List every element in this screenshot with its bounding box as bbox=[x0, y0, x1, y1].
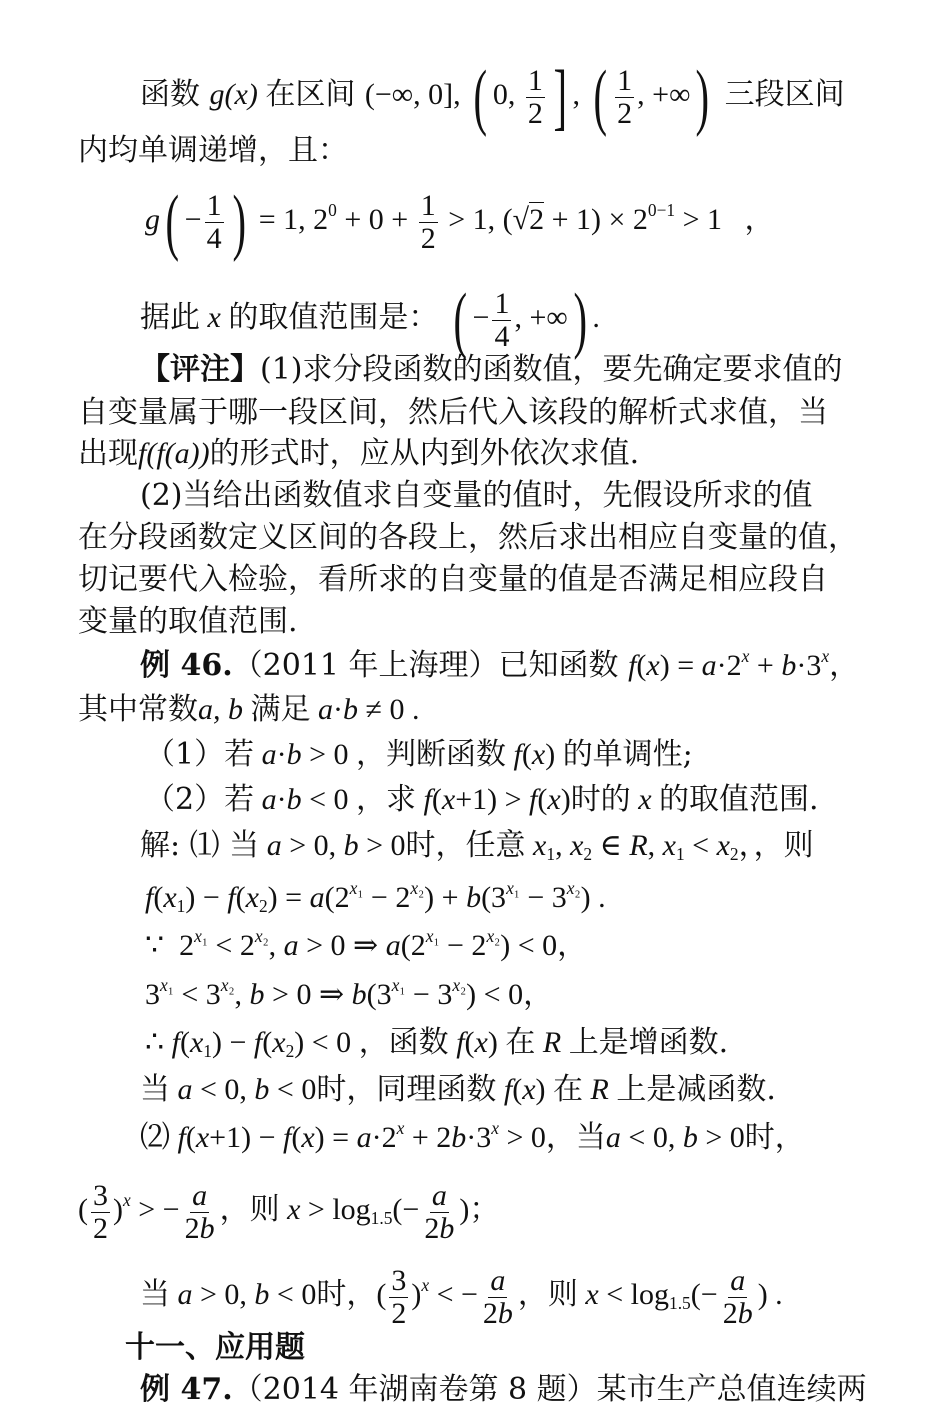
text: ，判断函数 bbox=[356, 737, 507, 772]
math: a·b > 0 bbox=[261, 738, 357, 771]
text-line-5 bbox=[140, 352, 843, 388]
math: f(f(a)) bbox=[138, 437, 210, 470]
text: 在 bbox=[505, 1025, 536, 1060]
text: （2011 年上海理）已知函数 bbox=[232, 648, 619, 683]
math: f(x) bbox=[456, 1026, 506, 1059]
text: 满足 bbox=[250, 692, 311, 727]
math: f(x) bbox=[513, 738, 563, 771]
math: a < 0, b < 0 bbox=[177, 1073, 317, 1106]
math: x bbox=[200, 300, 229, 334]
text: ，当 bbox=[545, 1120, 606, 1155]
math: a·b ≠ 0 . bbox=[318, 693, 420, 726]
text-line-10: 切记要代入检验，看所求的自变量的值是否满足相应段自 bbox=[78, 562, 828, 597]
text: ，求 bbox=[356, 782, 417, 817]
text: 的形式时，应从内到外依次求值. bbox=[209, 436, 640, 471]
text-line-1 bbox=[140, 56, 845, 138]
text: ，则 bbox=[517, 1276, 578, 1312]
math-line-18: ∵ $2^{x_1} < 2^{x_2}$, a > 0 ⇒ $a(2^{x_1} - 2^{x_2}) < 0$， bbox=[145, 925, 588, 962]
text: 当 bbox=[140, 1276, 170, 1312]
text: （2）若 bbox=[145, 782, 255, 817]
math: ( $\frac{3}{2}$ )$^x$ > − $\frac{a}{2b}$ bbox=[78, 1179, 215, 1245]
math: x bbox=[630, 783, 660, 816]
text-line-8: (2)当给出函数值求自变量的值时，先假设所求的值 bbox=[140, 478, 813, 513]
math: $x_1$, $x_2$ ∈ R, $x_1 < x_2$， bbox=[533, 829, 754, 865]
text: 时，任意 bbox=[405, 828, 526, 863]
text: (1)求分段函数的函数值，要先确定要求值的 bbox=[260, 352, 843, 387]
text: ， bbox=[523, 978, 554, 1011]
text: 出现 bbox=[78, 436, 138, 471]
text-line-2: 内均单调递增，且： bbox=[78, 133, 348, 168]
text: ，则 bbox=[753, 828, 814, 863]
text-line-12 bbox=[140, 645, 860, 684]
example-label: 例 46. bbox=[140, 648, 233, 683]
math: ( $\frac{3}{2}$ )$^x$ < − $\frac{a}{2b}$ bbox=[376, 1264, 513, 1330]
math-line-19: $3^{x_1} < 3^{x_2}$, b > 0 ⇒ $b(3^{x_1} - 3^{x_2}) < 0$， bbox=[145, 974, 554, 1011]
text: 三段区间 bbox=[724, 76, 845, 112]
math: $f(x+1) - f(x) = a\cdot 2^x + 2b\cdot 3^x > 0$ bbox=[177, 1117, 546, 1154]
math: $f(x) = a\cdot 2^x + b\cdot 3^x$， bbox=[628, 645, 860, 682]
text: 当 bbox=[140, 1072, 170, 1107]
math: f(x) bbox=[503, 1073, 554, 1106]
text: 的取值范围是： bbox=[228, 299, 439, 335]
text: 上是减函数. bbox=[616, 1072, 776, 1107]
text: ，函数 bbox=[358, 1025, 449, 1060]
text-line-25 bbox=[140, 1265, 783, 1329]
math: $x > \log_{1.5}(-$ $\frac{a}{2b}$ )； bbox=[287, 1179, 500, 1245]
text: 时， bbox=[316, 1276, 377, 1312]
text: 的单调性; bbox=[562, 737, 693, 772]
section-heading: 十一、应用题 bbox=[125, 1330, 305, 1365]
text-line-23 bbox=[140, 1117, 805, 1156]
math: a, b bbox=[198, 693, 251, 726]
text: 在 bbox=[553, 1072, 584, 1107]
text-line-4 bbox=[140, 279, 600, 361]
text: 在区间 bbox=[265, 76, 356, 112]
math: a > 0, b > 0 bbox=[266, 829, 406, 862]
math: ∴ $f(x_1) - f(x_2) < 0$ bbox=[145, 1026, 359, 1062]
text-line-22 bbox=[140, 1072, 776, 1108]
math-line-3: g( − $\frac{1}{4}$ ) = 1, $2^0 + 0$ + $\frac{1}{2}$ > 1, $(√2 + 1) \times 2^{0-1} > 1$ ， bbox=[145, 181, 775, 263]
text-line-9: 在分段函数定义区间的各段上，然后求出相应自变量的值， bbox=[78, 520, 858, 555]
text: 时，同理函数 bbox=[316, 1072, 497, 1107]
text-line-6: 自变量属于哪一段区间，然后代入该段的解析式求值，当 bbox=[78, 395, 828, 430]
text: （2014 年湖南卷第 8 题）某市生产总值连续两 bbox=[232, 1372, 867, 1407]
text-line-15 bbox=[145, 782, 819, 818]
example-label: 例 47. bbox=[140, 1372, 233, 1407]
text: 其中常数 bbox=[78, 692, 198, 727]
math: (−∞, 0], ( 0, $\frac{1}{2}$ ] , ( $\frac{1}{2}$ , +∞) bbox=[364, 56, 710, 138]
text: 解: ⑴ 当 bbox=[140, 828, 260, 863]
math-line-17: $f(x_1) - f(x_2) = a(2^{x_1} - 2^{x_2}) + b(3^{x_1} - 3^{x_2})$ . bbox=[145, 877, 606, 917]
text-line-24 bbox=[78, 1180, 499, 1244]
text: 时， bbox=[744, 1120, 805, 1155]
math: R bbox=[535, 1026, 569, 1059]
text: 时的 bbox=[570, 782, 631, 817]
text-line-13 bbox=[78, 692, 419, 728]
text: ，则 bbox=[219, 1191, 280, 1227]
math: R bbox=[583, 1073, 617, 1106]
math: a < 0, b > 0 bbox=[605, 1121, 745, 1154]
label: 【评注】 bbox=[140, 352, 260, 387]
math: $x < \log_{1.5}(-$ $\frac{a}{2b}$ ) . bbox=[585, 1264, 783, 1330]
math: g(x) bbox=[209, 77, 266, 111]
math: a > 0, b < 0 bbox=[177, 1277, 317, 1311]
text: 据此 bbox=[140, 299, 200, 335]
text-line-21 bbox=[145, 1025, 728, 1061]
text: 的取值范围. bbox=[659, 782, 819, 817]
text: （1）若 bbox=[145, 737, 255, 772]
text: 上是增函数. bbox=[568, 1025, 729, 1060]
text-line-11: 变量的取值范围. bbox=[78, 604, 298, 639]
math: a·b < 0 bbox=[261, 783, 357, 816]
math: f(x+1) > f(x) bbox=[423, 783, 571, 816]
text-line-16 bbox=[140, 828, 814, 864]
text-line-27 bbox=[140, 1372, 867, 1408]
math: ( − $\frac{1}{4}$ , +∞) . bbox=[453, 279, 600, 361]
text: ⑵ bbox=[140, 1120, 170, 1155]
text-line-7 bbox=[78, 436, 639, 472]
text: 函数 bbox=[140, 76, 200, 112]
text-line-14 bbox=[145, 737, 693, 773]
